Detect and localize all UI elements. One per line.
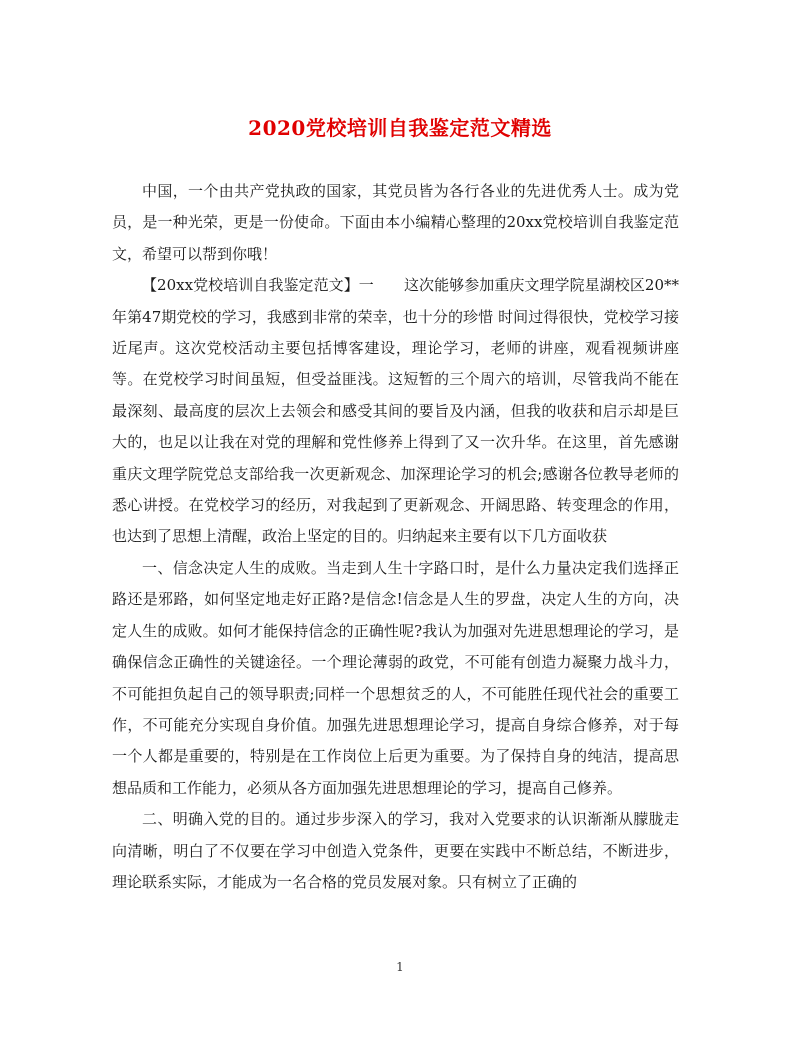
document-body [112, 176, 679, 898]
paragraph-belief: 一、信念决定人生的成败。当走到人生十字路口时，是什么力量决定我们选择正路还是邪路，如何坚定地走好正路?是信念!信念是人生的罗盘，决定人生的方向，决定人生的成败。如何才能保持信念的正确性呢?我认为加强对先进思想理论的学习，是确保信念正确性的关键途径。一个理论薄弱的政党，不可能有创造力凝聚力战斗力，不可能担负起自己的领导职责;同样一个思想贫乏的人，不可能胜任现代社会的重要工作，不可能充分实现自身价值。加强先进思想理论学习，提高自身综合修养，对于每一个人都是重要的，特别是在工作岗位上后更为重要。为了保持自身的纯洁，提高思想品质和工作能力，必须从各方面加强先进思想理论的学习，提高自己修养。 [112, 558, 679, 797]
paragraph-sample-one: 【20xx党校培训自我鉴定范文】一 这次能够参加重庆文理学院星湖校区20**年第47期党校的学习，我感到非常的荣幸，也十分的珍惜 时间过得很快，党校学习接近尾声。这次党校活动主要包括博客建设，理论学习，老师的讲座，观看视频讲座等。在党校学习时间虽短，但受益匪浅。这短暂的三个周六的培训，尽管我尚不能在最深刻、最高度的层次上去领会和感受其间的要旨及内涵，但我的收获和启示却是巨大的，也足以让我在对党的理解和党性修养上得到了又一次升华。在这里，首先感谢重庆文理学院党总支部给我一次更新观念、加深理论学习的机会;感谢各位教导老师的悉心讲授。在党校学习的经历，对我起到了更新观念、开阔思路、转变理念的作用，也达到了思想上清醒，政治上坚定的目的。归纳起来主要有以下几方面收获 [112, 276, 679, 546]
paragraph-intro: 中国，一个由共产党执政的国家，其党员皆为各行各业的先进优秀人士。成为党员，是一种光荣，更是一份使命。下面由本小编精心整理的20xx党校培训自我鉴定范文，希望可以帮到你哦！ [112, 182, 679, 263]
page-number: 1 [396, 960, 404, 974]
document-title: 2020党校培训自我鉴定范文精选 [248, 116, 552, 140]
paragraph-purpose: 二、明确入党的目的。通过步步深入的学习，我对入党要求的认识渐渐从朦胧走向清晰，明白了不仅要在学习中创造入党条件，更要在实践中不断总结，不断进步，理论联系实际，才能成为一名合格的党员发展对象。只有树立了正确的 [112, 810, 679, 891]
